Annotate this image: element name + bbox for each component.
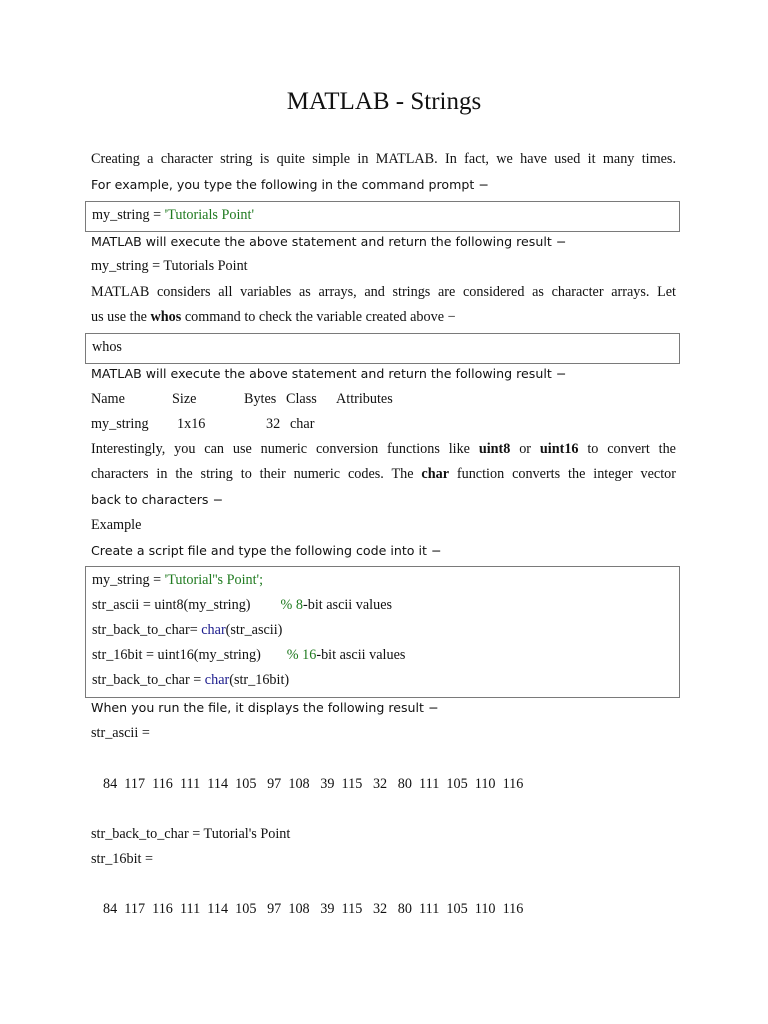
whos-cell-bytes: 32 (266, 416, 281, 432)
str-back-to-char-output: str_back_to_char = Tutorial's Point (91, 826, 291, 842)
code-3-l2-comment-text: -bit ascii values (303, 597, 393, 613)
code-3-l4-comment-mark: % (286, 647, 303, 663)
whos-cell-name: my_string (91, 416, 149, 432)
whos-header-bytes: Bytes (244, 391, 277, 407)
code-3-l1-var: my_string = (92, 572, 165, 588)
code-1-op: = (149, 207, 165, 223)
script-intro: Create a script file and type the following code into it − (91, 543, 442, 558)
para-3-mid: or (510, 441, 540, 457)
code-3-l1-string: 'Tutorial''s Point'; (164, 572, 264, 588)
result-1-intro: MATLAB will execute the above statement and return the following result − (91, 234, 567, 249)
para-3-l2-pre: characters in the string to their numeric codes. The (91, 466, 422, 482)
code-3-l5-var: str_back_to_char = (92, 672, 205, 688)
code-block-3 (85, 566, 680, 698)
code-3-l2-comment-num: 8 (295, 597, 303, 613)
code-block-2 (85, 333, 680, 364)
str-16bit-values: 84 117 116 111 114 105 97 108 39 115 32 80 111 105 110 116 (103, 901, 524, 917)
str-ascii-label: str_ascii = (91, 725, 150, 741)
para-2-line-2 (91, 308, 456, 326)
result-1-output: my_string = Tutorials Point (91, 258, 248, 274)
code-3-line-2 (92, 596, 392, 614)
code-1-string: 'Tutorials Point' (164, 207, 254, 223)
whos-header-attributes: Attributes (336, 391, 393, 407)
whos-cell-size: 1x16 (177, 416, 206, 432)
str-16bit-label: str_16bit = (91, 851, 153, 867)
para-2-post: command to check the variable created above − (181, 309, 456, 325)
page-title: MATLAB - Strings (286, 88, 482, 115)
whos-header-class: Class (286, 391, 317, 407)
code-3-l2-comment-mark: % (280, 597, 296, 613)
para-3-l2-post: function converts the integer vector (449, 466, 676, 482)
code-3-line-5 (92, 671, 289, 689)
code-3-l3-var: str_back_to_char= (92, 622, 202, 638)
code-3-l4-comment-num: 16 (302, 647, 317, 663)
para-3-line-1 (91, 440, 676, 458)
intro-line-1: Creating a character string is quite simple in MATLAB. In fact, we have used it many times. (91, 151, 676, 167)
whos-cell-class: char (290, 416, 315, 432)
code-2-line: whos (92, 339, 122, 355)
para-3-line-3: back to characters − (91, 492, 224, 507)
uint16-keyword: uint16 (539, 441, 579, 457)
code-3-l4-code: str_16bit = uint16(my_string) (92, 647, 261, 663)
code-3-l2-code: str_ascii = uint8(my_string) (92, 597, 251, 613)
code-3-line-1 (92, 571, 263, 589)
code-1-var: my_string (92, 207, 150, 223)
code-3-l3-func: char (201, 622, 226, 638)
whos-header-size: Size (172, 391, 197, 407)
code-block-1 (85, 201, 680, 232)
para-3-post: to convert the (578, 441, 676, 457)
code-3-l4-comment-text: -bit ascii values (316, 647, 406, 663)
code-3-l5-func: char (204, 672, 230, 688)
code-3-line-4 (92, 646, 405, 664)
uint8-keyword: uint8 (478, 441, 511, 457)
char-keyword: char (421, 466, 449, 482)
code-3-l3-arg: (str_ascii) (225, 622, 283, 638)
para-3-pre: Interestingly, you can use numeric conversion functions like (91, 441, 479, 457)
str-ascii-values: 84 117 116 111 114 105 97 108 39 115 32 80 111 105 110 116 (103, 776, 524, 792)
example-label: Example (91, 517, 142, 533)
para-2-line-1: MATLAB considers all variables as arrays, and strings are considered as character arrays. Let (91, 284, 676, 300)
intro-line-2: For example, you type the following in the command prompt − (91, 177, 489, 192)
code-3-line-3 (92, 621, 282, 639)
code-1-line (92, 206, 254, 224)
code-3-l5-arg: (str_16bit) (229, 672, 290, 688)
result-2-intro: MATLAB will execute the above statement and return the following result − (91, 366, 567, 381)
whos-header-name: Name (91, 391, 125, 407)
whos-keyword: whos (150, 309, 182, 325)
run-intro: When you run the file, it displays the following result − (91, 700, 439, 715)
para-3-line-2 (91, 465, 676, 483)
para-2-pre: us use the (91, 309, 151, 325)
